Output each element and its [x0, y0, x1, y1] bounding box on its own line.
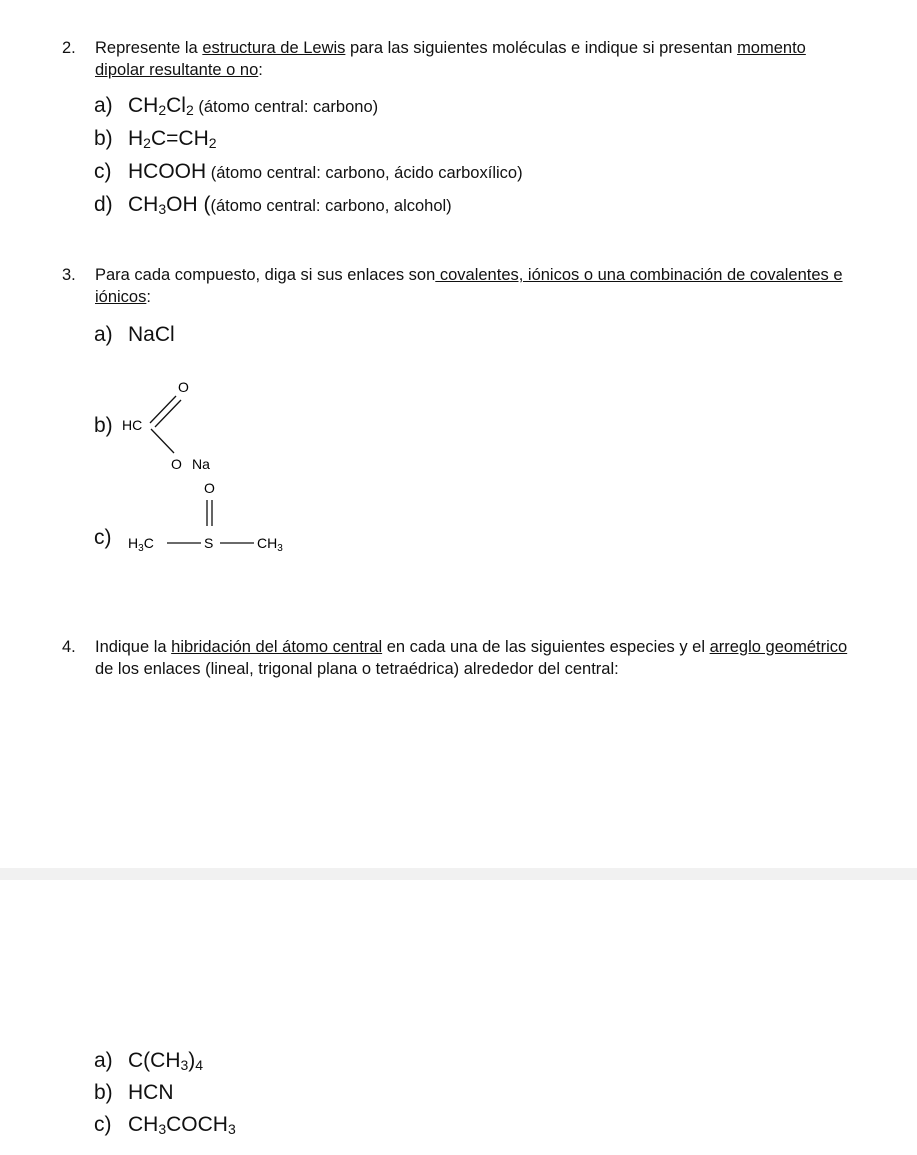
atom-ch3: $CH_3$ — [257, 535, 283, 554]
list-item: a) $CH_2Cl_2$ (átomo central: carbono) — [94, 94, 379, 118]
single-bond-line — [151, 429, 174, 453]
underlined-term: covalentes, iónicos o una combinación de covalentes e iónicos — [95, 266, 843, 306]
question-number: 2. — [62, 39, 76, 57]
list-item: c) $CH_3COCH_3$ — [94, 1113, 236, 1137]
question-number: 4. — [62, 638, 76, 656]
underlined-term: hibridación del átomo central — [171, 638, 383, 656]
list-item: b) $H_2C=CH_2$ — [94, 127, 217, 151]
underlined-term: arreglo geométrico — [709, 638, 848, 656]
list-item: a) NaCl — [94, 323, 175, 346]
structure-label-b: b) — [94, 414, 113, 437]
atom-h3c: $H_3C$ — [128, 535, 154, 554]
dimethyl-sulfoxide-structure — [128, 478, 318, 553]
atom-na: Na — [192, 456, 210, 472]
page-separator — [0, 868, 917, 880]
underlined-term: estructura de Lewis — [202, 39, 346, 57]
question-number: 3. — [62, 266, 76, 284]
list-item: b) HCN — [94, 1081, 174, 1104]
atom-hc: HC — [122, 417, 143, 433]
atom-o: O — [204, 480, 215, 496]
sodium-formate-structure — [118, 370, 258, 470]
atom-o-top: O — [178, 379, 189, 395]
structure-label-c: c) — [94, 526, 112, 549]
question-text: Indique la hibridación del átomo central en cada una de las siguientes especies y el arreglo geométrico de los enlaces (lineal, trigonal plana o tetraédrica) alrededor del central: — [95, 638, 848, 678]
list-item: a) $C(CH_3)_4$ — [94, 1049, 204, 1073]
list-item: d) $CH_3OH$ ((átomo central: carbono, alcohol) — [94, 193, 452, 217]
question-text: Represente la estructura de Lewis para las siguientes moléculas e indique si presentan momento dipolar resultante o no: — [95, 39, 806, 79]
underlined-term: momento dipolar resultante o no — [95, 39, 806, 79]
atom-o-bottom: O — [171, 456, 182, 472]
question-text: Para cada compuesto, diga si sus enlaces son covalentes, iónicos o una combinación de covalentes e iónicos: — [95, 266, 843, 306]
atom-s: S — [204, 535, 214, 551]
list-item: c) HCOOH (átomo central: carbono, ácido carboxílico) — [94, 160, 523, 183]
